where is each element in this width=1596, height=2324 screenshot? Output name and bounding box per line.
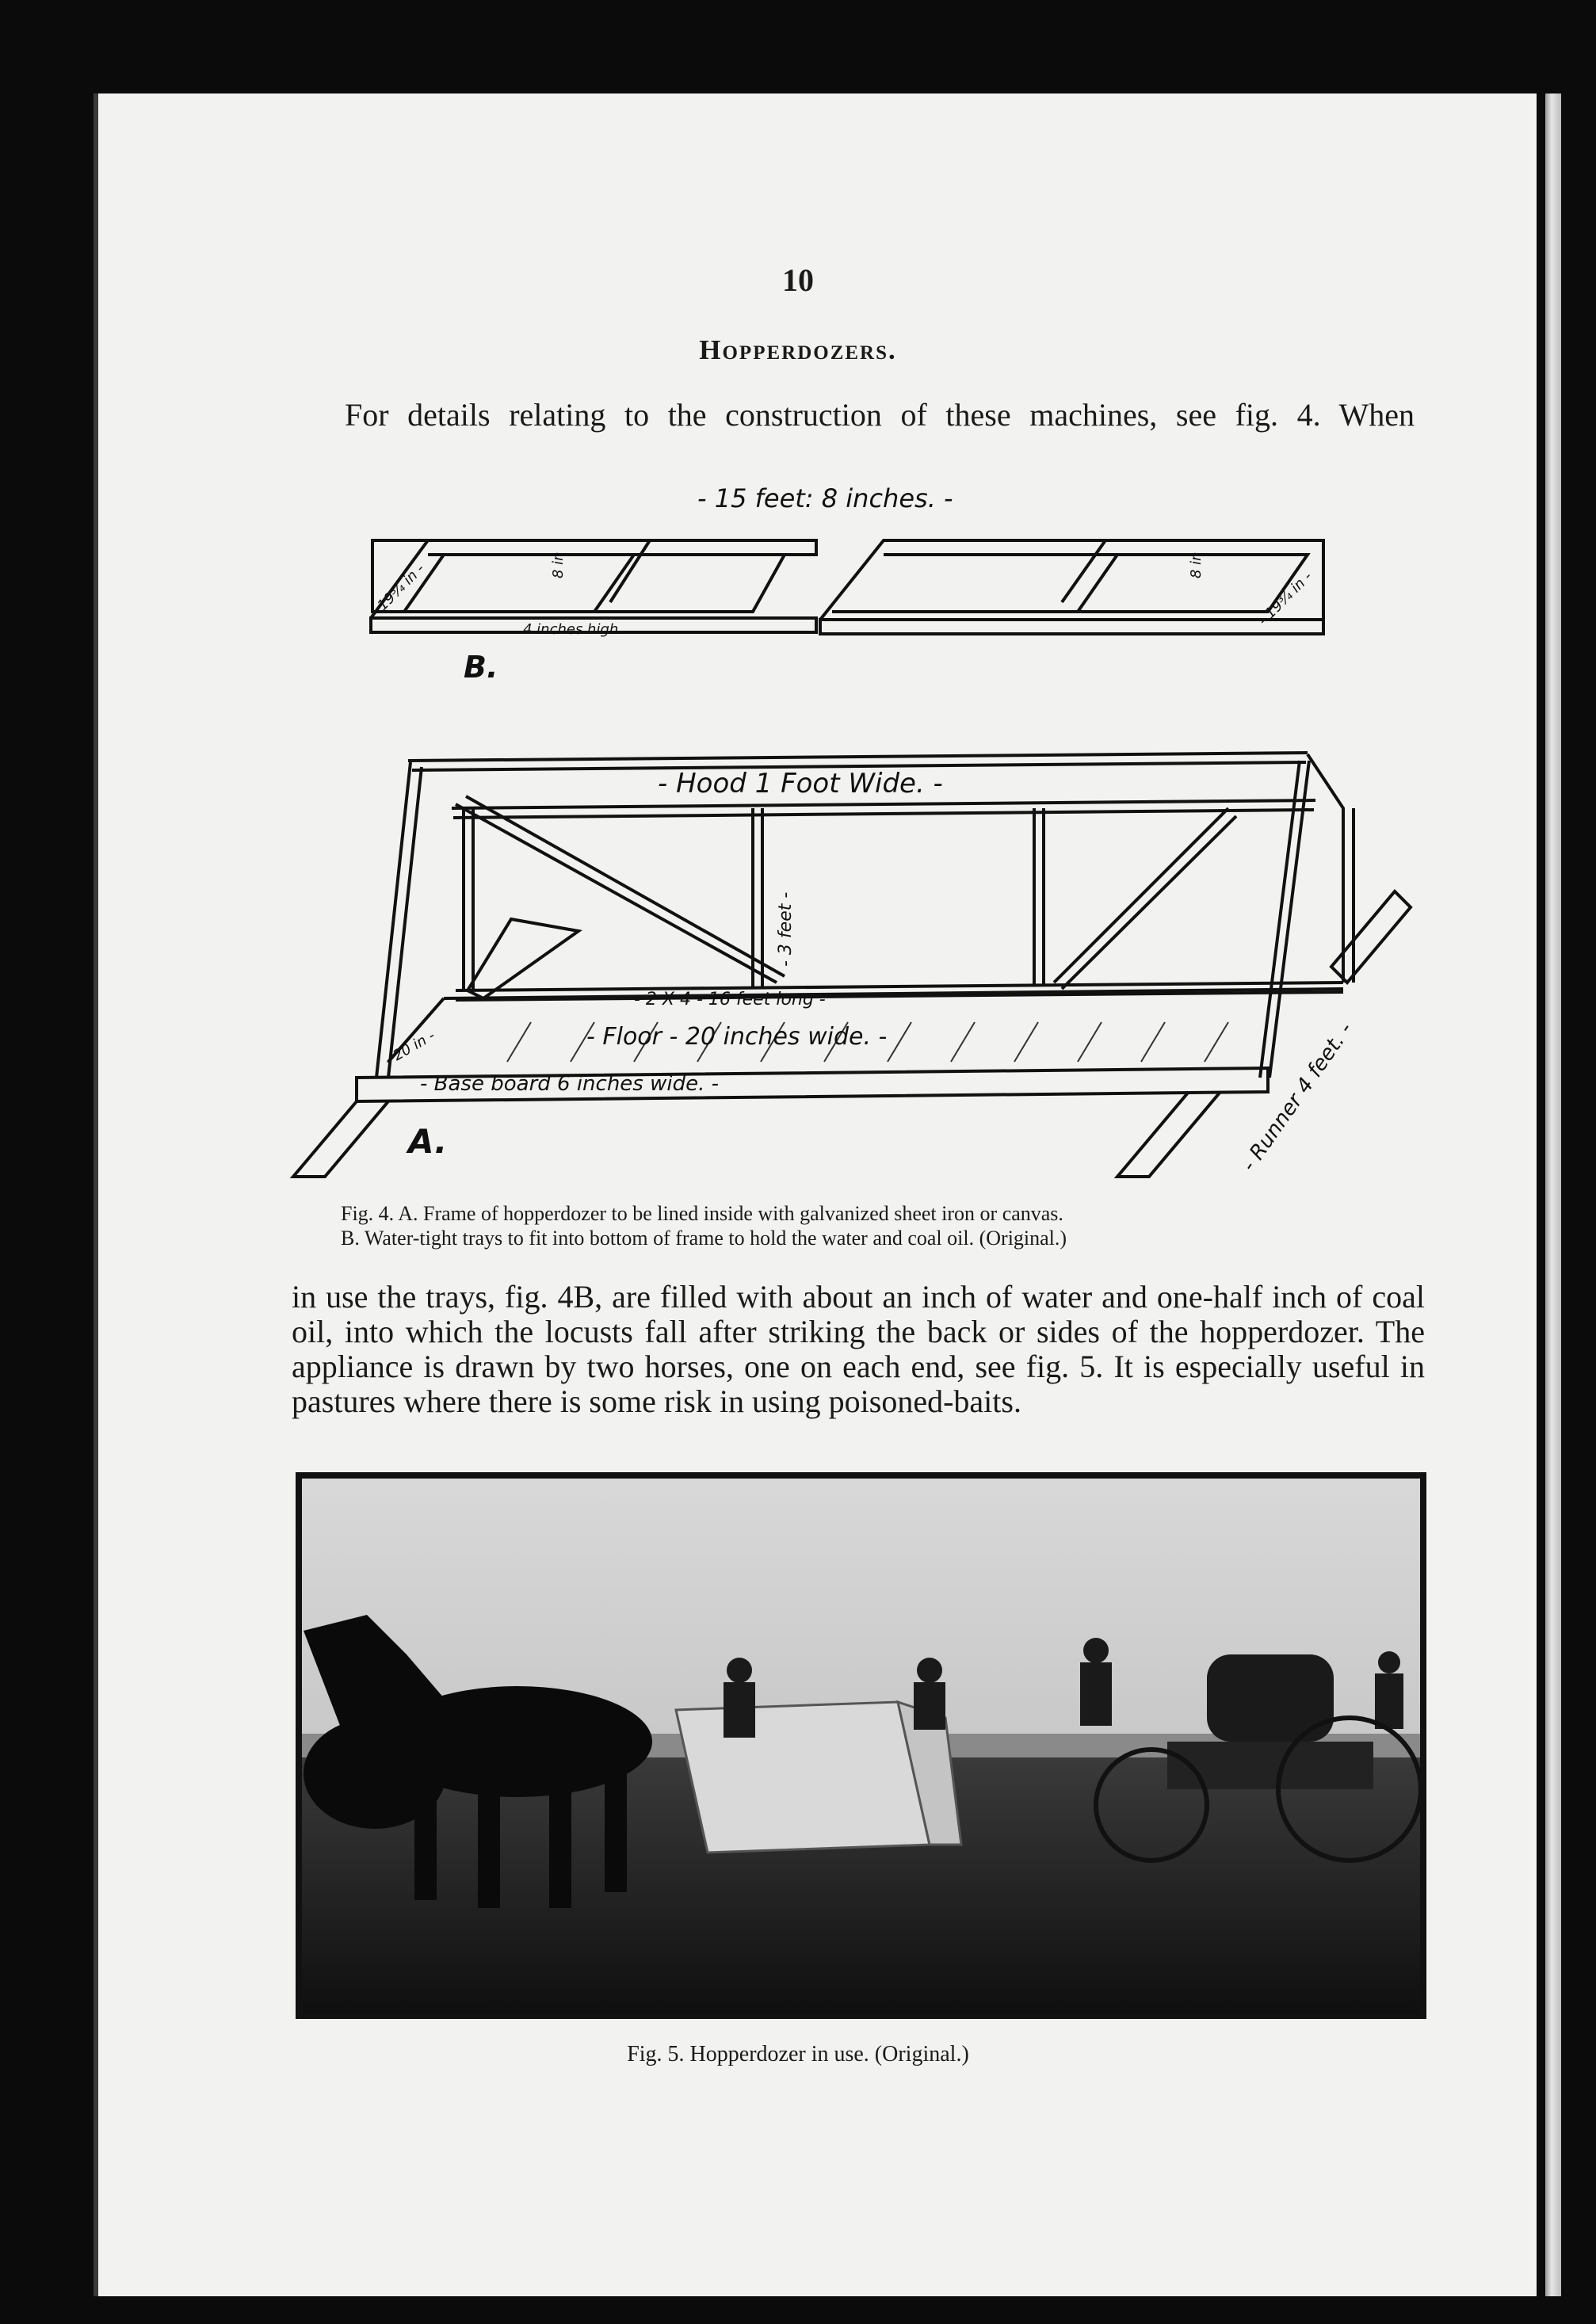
figure-4-caption-line-2: B. Water-tight trays to fit into bottom of frame to hold the water and coal oil. (Original.) xyxy=(341,1227,1067,1250)
label-hood: - Hood 1 Foot Wide. - xyxy=(658,768,943,799)
label-baseboard: - Base board 6 inches wide. - xyxy=(420,1072,720,1096)
label-tray-width-right: - 19¾ in - xyxy=(1254,568,1315,629)
page-number: 10 xyxy=(782,262,814,298)
page-edge xyxy=(1545,93,1561,2296)
figure-5-caption: Fig. 5. Hopperdozer in use. (Original.) xyxy=(627,2042,969,2066)
label-floor: - Floor - 20 inches wide. - xyxy=(586,1023,888,1051)
figure-4-drawing xyxy=(277,475,1426,1189)
label-crossbar: - 2 X 4 - 16 feet long - xyxy=(634,990,826,1009)
section-heading: Hopperdozers. xyxy=(699,334,897,365)
label-tray-height-right: 8 in xyxy=(1188,551,1205,578)
figure-4-caption-line-1: Fig. 4. A. Frame of hopperdozer to be lined inside with galvanized sheet iron or canvas. xyxy=(341,1202,1063,1225)
label-tray-letter: B. xyxy=(464,650,498,685)
body-paragraph: in use the trays, fig. 4B, are filled with about an inch of water and one-half inch of coal oil, into which the locusts fall after striking the back or sides of the hopperdozer. The appliance is drawn by two horses, one on each end, see fig. 5. It is especially useful in pastures where there is some risk in using poisoned-baits. xyxy=(292,1279,1425,1419)
figure-4-caption xyxy=(341,1201,1395,1250)
label-tray-side: 4 inches high. xyxy=(523,621,624,638)
intro-line: For details relating to the construction of these machines, see fig. 4. When xyxy=(345,397,1415,433)
label-runner: - Runner 4 feet. - xyxy=(1237,1017,1358,1177)
label-tray-width-left: - 19¾ in - xyxy=(367,560,428,621)
label-tray-height-left: 8 in xyxy=(550,551,567,578)
label-frame-height: - 3 feet - xyxy=(776,891,796,967)
label-floor-side: - 20 in - xyxy=(382,1027,438,1070)
label-frame-letter: A. xyxy=(408,1122,448,1161)
figure-5-photograph xyxy=(296,1472,1426,2019)
label-tray-length: - 15 feet: 8 inches. - xyxy=(697,483,953,513)
